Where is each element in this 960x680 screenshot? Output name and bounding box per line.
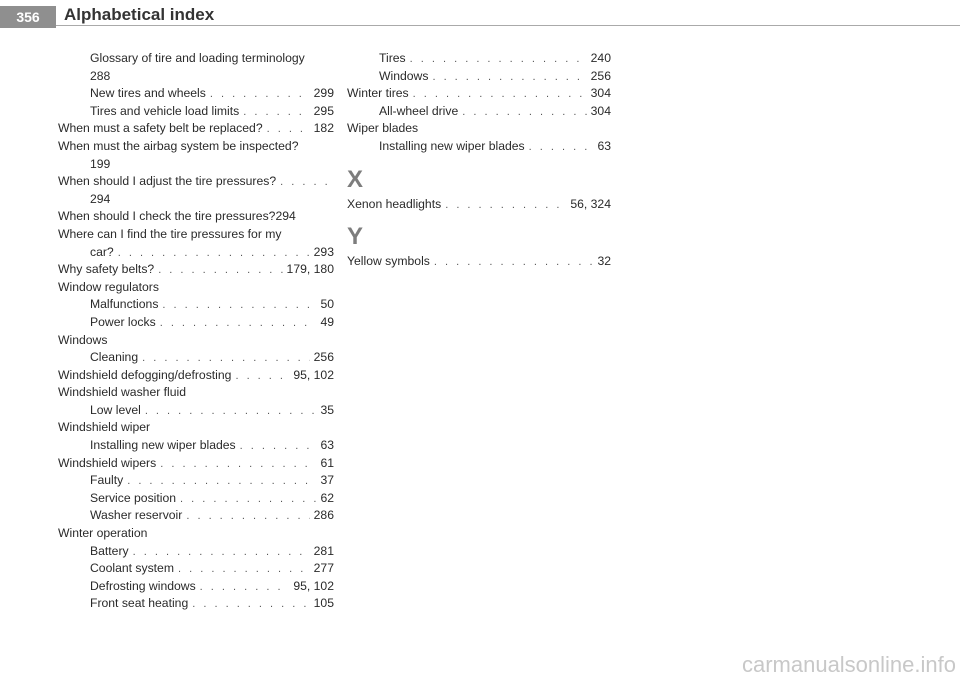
index-pages: 240: [590, 51, 611, 65]
index-entry: [58, 279, 334, 297]
index-entry: [58, 103, 334, 121]
index-entry: [58, 543, 334, 561]
dot-leader: [118, 245, 310, 263]
index-term: Tires: [379, 51, 406, 65]
index-entry: [58, 455, 334, 473]
index-pages: 37: [320, 473, 334, 488]
index-term: Tires and vehicle load limits: [90, 103, 240, 118]
dot-leader: [240, 438, 317, 456]
index-entry: [58, 525, 334, 543]
index-term: When should I adjust the tire pressures?: [58, 174, 277, 189]
index-pages: 293: [313, 244, 334, 259]
index-pages: 304: [590, 86, 611, 101]
index-entry: [58, 85, 334, 103]
index-term: Wiper blades: [347, 121, 419, 136]
index-term: Glossary of tire and loading terminology: [90, 51, 305, 65]
index-term: All-wheel drive: [379, 103, 459, 118]
index-entry: [58, 384, 334, 402]
index-entry: [347, 68, 611, 86]
index-entry: [347, 85, 611, 103]
index-pages: 286: [313, 508, 334, 523]
index-entry: [58, 191, 334, 209]
index-letter-heading: X: [347, 165, 364, 193]
index-entry: [347, 120, 611, 138]
index-entry: [58, 138, 334, 156]
page-title: Alphabetical index: [64, 5, 215, 24]
index-pages: 49: [320, 314, 334, 329]
dot-leader: [529, 139, 594, 157]
index-pages: 179, 180: [286, 262, 334, 277]
index-term: Cleaning: [90, 350, 139, 365]
index-entry: [58, 595, 334, 613]
index-pages: 182: [313, 121, 334, 136]
index-entry: [58, 50, 334, 68]
index-entry: [58, 173, 334, 191]
index-pages: 294: [275, 209, 296, 224]
index-term: Xenon headlights: [347, 196, 442, 211]
index-term: Installing new wiper blades: [379, 138, 525, 153]
index-pages: 304: [590, 103, 611, 118]
page-header: [0, 0, 960, 30]
index-term: Windshield defogging/defrosting: [58, 367, 232, 382]
index-entry: [58, 490, 334, 508]
index-term: Defrosting windows: [90, 578, 196, 593]
index-entry: [58, 208, 334, 226]
dot-leader: [160, 456, 316, 474]
index-entry: [347, 138, 611, 156]
dot-leader: [267, 121, 310, 139]
dot-leader: [192, 596, 309, 614]
index-entry: [58, 578, 334, 596]
index-entry: [347, 50, 611, 68]
index-term: 288: [90, 68, 111, 83]
index-pages: 63: [320, 438, 334, 453]
index-term: New tires and wheels: [90, 86, 206, 101]
index-pages: 256: [313, 350, 334, 365]
index-term: Where can I find the tire pressures for my: [58, 226, 282, 241]
dot-leader: [160, 315, 317, 333]
index-entry: [58, 472, 334, 490]
dot-leader: [445, 197, 566, 215]
index-pages: 35: [320, 402, 334, 417]
index-term: Winter operation: [58, 526, 148, 541]
index-term: Service position: [90, 490, 177, 505]
index-entry: [58, 367, 334, 385]
index-entry: [58, 560, 334, 578]
index-term: Coolant system: [90, 561, 174, 576]
page-number-badge: 356: [0, 6, 56, 28]
dot-leader: [432, 69, 586, 87]
dot-leader: [413, 86, 587, 104]
index-entry: [58, 332, 334, 350]
dot-leader: [210, 86, 310, 104]
index-pages: 63: [597, 138, 611, 153]
index-term: 294: [90, 191, 111, 206]
dot-leader: [142, 350, 310, 368]
header-rule: [56, 25, 960, 26]
index-term: When must the airbag system be inspected?: [58, 138, 299, 153]
index-pages: 281: [313, 543, 334, 558]
index-term: Front seat heating: [90, 596, 189, 611]
dot-leader: [243, 104, 309, 122]
index-entry: [347, 103, 611, 121]
index-pages: 95, 102: [293, 578, 334, 593]
index-term: Winter tires: [347, 86, 409, 101]
index-pages: 56, 324: [570, 196, 611, 211]
index-term: When must a safety belt be replaced?: [58, 121, 263, 136]
index-pages: 105: [313, 596, 334, 611]
dot-leader: [200, 579, 290, 597]
index-pages: 295: [313, 103, 334, 118]
index-term: Windows: [379, 68, 429, 83]
index-term: 199: [90, 156, 111, 171]
index-entry: [58, 402, 334, 420]
index-term: Window regulators: [58, 279, 159, 294]
index-entry: [58, 349, 334, 367]
index-entry: [58, 120, 334, 138]
index-term: Power locks: [90, 314, 156, 329]
index-term: Windshield wiper: [58, 420, 151, 435]
index-pages: 299: [313, 86, 334, 101]
index-entry: [347, 253, 611, 271]
index-pages: 50: [320, 297, 334, 312]
index-entry: [58, 314, 334, 332]
dot-leader: [186, 508, 309, 526]
index-entry: [58, 156, 334, 174]
dot-leader: [127, 473, 316, 491]
dot-leader: [280, 174, 330, 192]
index-pages: 277: [313, 561, 334, 576]
index-pages: 61: [320, 455, 334, 470]
index-term: Washer reservoir: [90, 508, 183, 523]
dot-leader: [158, 262, 282, 280]
index-term: Malfunctions: [90, 297, 159, 312]
index-entry: [58, 226, 334, 244]
index-pages: 256: [590, 68, 611, 83]
index-term: car?: [90, 244, 114, 259]
dot-leader: [145, 403, 317, 421]
index-term: Windshield washer fluid: [58, 385, 187, 400]
dot-leader: [462, 104, 586, 122]
dot-leader: [133, 544, 310, 562]
watermark: carmanualsonline.info: [741, 652, 956, 677]
index-term: Why safety belts?: [58, 262, 155, 277]
index-entry: [58, 244, 334, 262]
index-term: Yellow symbols: [347, 254, 430, 269]
dot-leader: [178, 561, 310, 579]
index-entry: [58, 68, 334, 86]
index-pages: 32: [597, 254, 611, 269]
dot-leader: [410, 51, 587, 69]
index-term: When should I check the tire pressures?: [58, 209, 276, 224]
index-term: Low level: [90, 402, 141, 417]
index-column-right: [347, 50, 611, 271]
index-entry: [58, 419, 334, 437]
index-term: Battery: [90, 543, 129, 558]
index-entry: [58, 437, 334, 455]
dot-leader: [180, 491, 316, 509]
index-entry: [347, 196, 611, 214]
index-pages: 95, 102: [293, 367, 334, 382]
index-entry: [58, 296, 334, 314]
index-entry: [58, 507, 334, 525]
index-term: Windows: [58, 332, 108, 347]
dot-leader: [162, 297, 316, 315]
index-entry: [58, 261, 334, 279]
index-term: Faulty: [90, 473, 124, 488]
index-term: Installing new wiper blades: [90, 438, 236, 453]
index-pages: 62: [320, 490, 334, 505]
dot-leader: [434, 254, 594, 272]
dot-leader: [235, 368, 289, 386]
index-term: Windshield wipers: [58, 455, 157, 470]
index-column-left: [58, 50, 334, 613]
index-letter-heading: Y: [347, 223, 364, 251]
